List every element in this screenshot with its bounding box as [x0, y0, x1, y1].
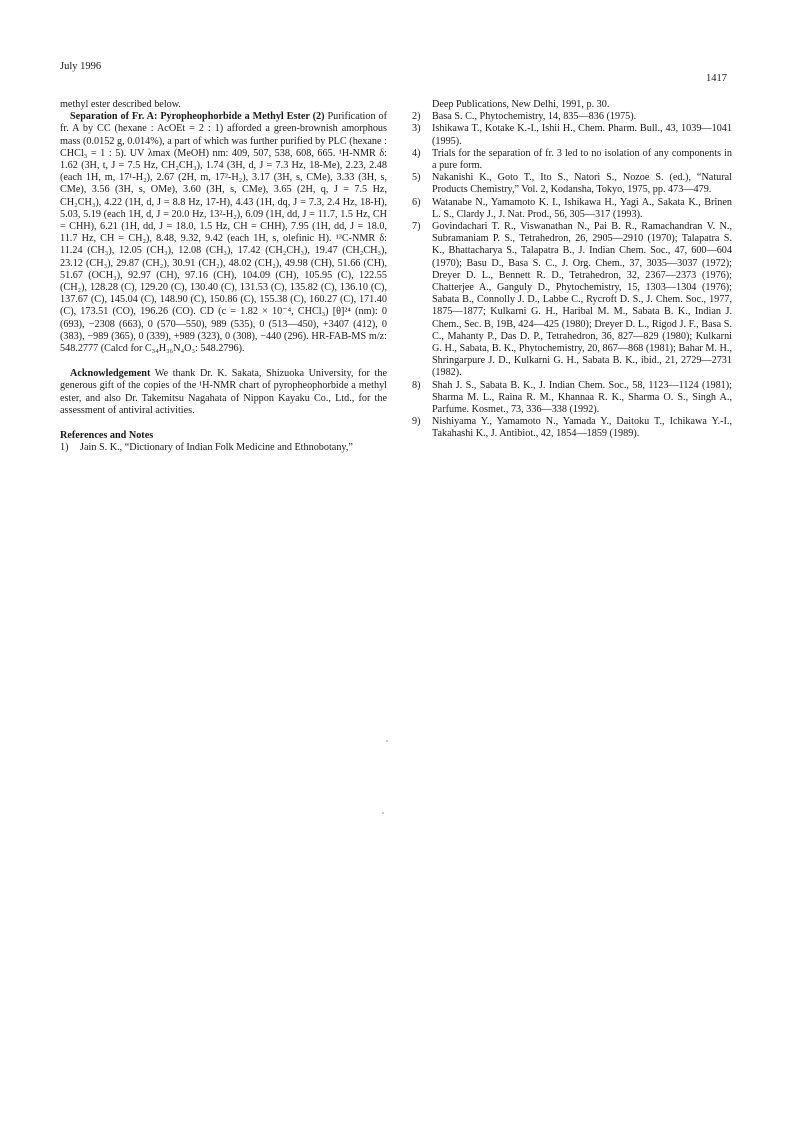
reference-number: 2)	[412, 111, 421, 123]
reference-item	[410, 221, 732, 380]
scan-speck	[382, 812, 384, 814]
reference-text: Nakanishi K., Goto T., Ito S., Natori S., Nozoe S. (ed.), “Natural Products Chemistry,” Vol. 2, Kodansha, Tokyo, 1975, pp. 473—479.	[432, 172, 732, 196]
reference-text: Govindachari T. R., Viswanathan N., Pai B. R., Ramachandran V. N., Subramaniam P. S., Tetrahedron, 26, 2905—2910 (1970); Talapatra S. K., Bhattacharya S., Talapatra B., J. Indian Chem. Soc., 47, 600—604 (1970); Basu D., Basa S. C., J. Org. Chem., 37, 3035—3037 (1972); Dreyer D. L., Bennett R. D., Tetrahedron, 32, 2367—2373 (1976); Chatterjee A., Ganguly D., Phytochemistry, 15, 1303—1304 (1976); Sabata B., Connolly J. D., Labbe C., Rycroft D. S., J. Chem. Soc., 1977, 1875—1877; Kulkarni G. H., Haribal M. M., Sabata B. K., Indian J. Chem., Sec. B, 19B, 424—425 (1980); Dreyer D. L., Rigod J. F., Basa S. C., Mahanty P., Das D. P., Tetrahedron, 36, 827—829 (1980); Kulkarni G. H., Sabata, B. K., Phytochemistry, 20, 867—868 (1981); Bahar M. H., Shringarpure J. D., Kulkarni G. H., Sabata B. K., ibid., 21, 2729—2731 (1982).	[432, 221, 732, 379]
separation-body: Purification of fr. A by CC (hexane : AcOEt = 2 : 1) afforded a green-brownish amorphous mass (0.0152 g, 0.014%), a part of which was further purified by PLC (hexane : CHCl₃ = 1 : 5). UV λmax (MeOH) nm: 409, 507, 538, 608, 665. ¹H-NMR δ: 1.62 (3H, t, J = 7.5 Hz, CH₂CH₃), 1.74 (3H, d, J = 7.3 Hz, 18-Me), 2.23, 2.48 (each 1H, m, 17¹-H₂), 2.67 (2H, m, 17²-H₂), 3.17 (3H, s, CMe), 3.33 (3H, s, CMe), 3.56 (3H, s, OMe), 3.60 (3H, s, CMe), 3.65 (2H, q, J = 7.5 Hz, CH₂CH₃), 4.22 (1H, d, J = 8.8 Hz, 17-H), 4.43 (1H, dq, J = 7.3, 2.4 Hz, 18-H), 5.03, 5.19 (each 1H, d, J = 20.0 Hz, 13²-H₂), 6.09 (1H, dd, J = 11.7, 1.5 Hz, CH = CHH), 6.21 (1H, dd, J = 18.0, 1.5 Hz, CH = CHH), 7.95 (1H, dd, J = 18.0, 11.7 Hz, CH = CH₂), 8.48, 9.32, 9.42 (each 1H, s, olefinic H). ¹³C-NMR δ: 11.24 (CH₃), 12.05 (CH₃), 12.08 (CH₃), 17.42 (CH₂CH₃), 19.47 (CH₂CH₃), 23.12 (CH₃), 29.87 (CH₂), 30.91 (CH₂), 48.02 (CH₂), 49.98 (CH), 51.66 (CH), 51.67 (OCH₃), 92.97 (CH), 97.16 (CH), 104.09 (CH), 105.95 (C), 122.55 (CH₂), 128.28 (C), 129.20 (C), 130.40 (C), 131.53 (C), 135.82 (C), 136.10 (C), 137.67 (C), 145.04 (C), 148.90 (C), 150.86 (C), 155.38 (C), 160.27 (C), 171.40 (C), 173.51 (CO), 196.26 (CO). CD (c = 1.82 × 10⁻⁴, CHCl₃) [θ]²⁴ (nm): 0 (693), −2308 (663), 0 (570—550), 989 (535), 0 (513—450), +3407 (412), 0 (383), −989 (365), 0 (339), +989 (323), 0 (308), −440 (296). HR-FAB-MS m/z: 548.2777 (Calcd for C₃₄H₃₆N₄O₃: 548.2796).	[60, 111, 387, 355]
page-date: July 1996	[60, 61, 102, 72]
reference-text: Trials for the separation of fr. 3 led to no isolation of any components in a pure form.	[432, 147, 732, 172]
reference-number: 6)	[412, 196, 421, 208]
reference-number: 5)	[412, 172, 421, 184]
reference-number: 8)	[412, 379, 421, 391]
reference-item	[410, 111, 732, 123]
reference-item	[410, 197, 732, 221]
reference-item	[60, 442, 387, 454]
reference-text: Shah J. S., Sabata B. K., J. Indian Chem. Soc., 58, 1123—1124 (1981); Sharma M. L., Raina R. M., Khannaa R. K., Sharma O. S., Singh A., Parfume. Kosmet., 73, 336—338 (1992).	[432, 379, 732, 416]
left-column	[60, 99, 387, 454]
reference-text: Ishikawa T., Kotake K.-I., Ishii H., Chem. Pharm. Bull., 43, 1039—1041 (1995).	[432, 123, 732, 147]
reference-number: 7)	[412, 221, 421, 233]
separation-heading: Separation of Fr. A: Pyropheophorbide a Methyl Ester (2)	[70, 111, 325, 123]
reference-item	[410, 172, 732, 196]
reference-continuation: Deep Publications, New Delhi, 1991, p. 30.	[432, 99, 610, 110]
scan-speck	[386, 740, 388, 742]
reference-number: 4)	[412, 147, 421, 159]
reference-item	[410, 123, 732, 147]
reference-item	[410, 148, 732, 172]
reference-text: Jain S. K., “Dictionary of Indian Folk Medicine and Ethnobotany,”	[80, 442, 353, 454]
page-number: 1417	[706, 73, 727, 84]
reference-item	[410, 416, 732, 440]
separation-paragraph	[60, 111, 387, 355]
right-column	[410, 99, 732, 441]
opening-line: methyl ester described below.	[60, 99, 181, 110]
references-title: References and Notes	[60, 430, 154, 442]
reference-number: 9)	[412, 416, 421, 428]
acknowledgement-heading: Acknowledgement	[70, 368, 151, 380]
reference-item	[410, 380, 732, 417]
reference-text: Watanabe N., Yamamoto K. I., Ishikawa H., Yagi A., Sakata K., Brinen L. S., Clardy J., J. Nat. Prod., 56, 305—317 (1993).	[432, 196, 732, 220]
reference-number: 3)	[412, 123, 421, 135]
acknowledgement-paragraph	[60, 368, 387, 417]
reference-number: 1)	[60, 442, 69, 454]
acknowledgement-body: We thank Dr. K. Sakata, Shizuoka University, for the generous gift of the copies of the ¹H-NMR chart of pyropheophorbide a methyl ester, and also Dr. Takemitsu Nagahata of Nippon Kayaku Co., Ltd., for the assessment of antiviral activities.	[60, 368, 387, 416]
reference-text: Basa S. C., Phytochemistry, 14, 835—836 (1975).	[432, 111, 637, 123]
reference-text: Nishiyama Y., Yamamoto N., Yamada Y., Daitoku T., Ichikawa Y.-I., Takahashi K., J. Antibiot., 42, 1854—1859 (1989).	[432, 416, 732, 440]
